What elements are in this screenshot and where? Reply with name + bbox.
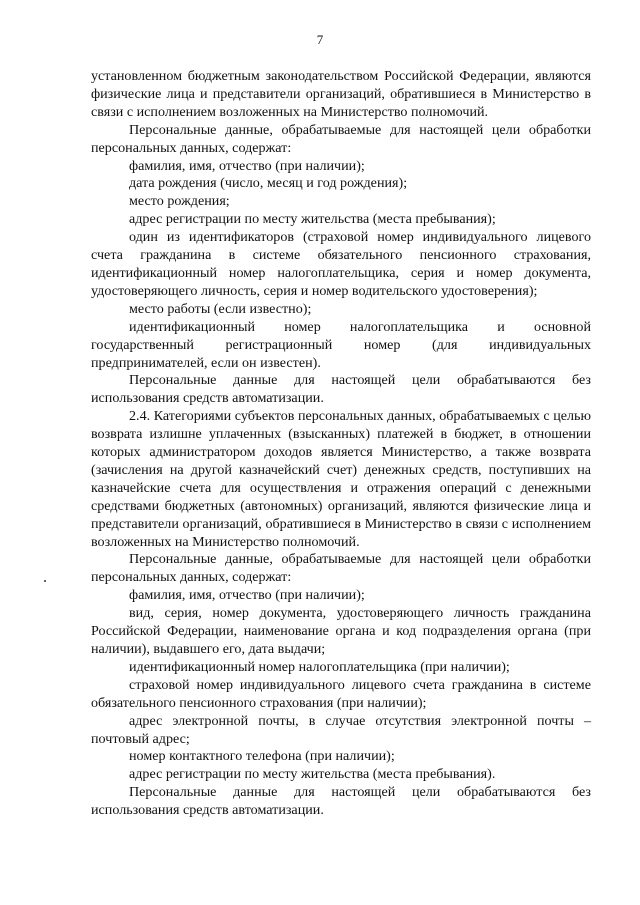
list-item-registration-address-2: адрес регистрации по месту жительства (места пребывания). (129, 766, 496, 783)
page-number: 7 (316, 32, 324, 47)
list-item-full-name-2: фамилия, имя, отчество (при наличии); (129, 587, 365, 604)
list-item-phone: номер контактного телефона (при наличии); (129, 748, 395, 765)
paragraph-processing-note-2: Персональные данные для настоящей цели обрабатываются без использования средств автоматизации. (91, 784, 591, 819)
list-item-full-name: фамилия, имя, отчество (при наличии); (129, 157, 365, 174)
section-2-4: 2.4. Категориями субъектов персональных данных, обрабатываемых с целью возврата излишне уплаченных (взысканных) платежей в бюджет, в отношении которых администратором доходов является Министерство, а также возврата (зачисления на другой казначейский счет) денежных средств, поступивших на казначейские счета для осуществления и отражения операций с денежными средствами бюджетных (автономных) организаций, являются физические лица и представители организаций, обратившиеся в Министерство в связи с исполнением возложенных на Министерство полномочий. (91, 408, 591, 550)
list-item-inn: идентификационный номер налогоплательщика (при наличии); (129, 658, 510, 675)
list-item-email: адрес электронной почты, в случае отсутствия электронной почты – почтовый адрес; (91, 712, 591, 747)
list-item-identity-document: вид, серия, номер документа, удостоверяющего личность гражданина Российской Федерации, наименование органа и код подразделения органа (при наличии), выдавшего его, дата выдачи; (91, 605, 591, 657)
list-item-birth-place: место рождения; (129, 193, 230, 210)
list-item-snils: страховой номер индивидуального лицевого счета гражданина в системе обязательного пенсионного страхования (при наличии); (91, 676, 591, 711)
list-item-inn-ogrnip: идентификационный номер налогоплательщика и основной государственный регистрационный номер (для индивидуальных предпринимателей, если он известен). (91, 318, 591, 371)
scan-speck (44, 580, 46, 582)
paragraph-processing-note: Персональные данные для настоящей цели обрабатываются без использования средств автоматизации. (91, 372, 591, 407)
list-item-registration-address: адрес регистрации по месту жительства (места пребывания); (129, 211, 496, 228)
document-body (91, 68, 591, 820)
list-item-birth-date: дата рождения (число, месяц и год рождения); (129, 175, 408, 192)
paragraph-1: установленном бюджетным законодательством Российской Федерации, являются физические лица и представители организаций, обратившиеся в Министерство в связи с исполнением возложенных на Министерство полномочий. (91, 68, 591, 120)
paragraph-2: Персональные данные, обрабатываемые для настоящей цели обработки персональных данных, содержат: (91, 121, 591, 156)
list-item-identifier: один из идентификаторов (страховой номер индивидуального лицевого счета гражданина в системе обязательного пенсионного страхования, идентификационный номер налогоплательщика, серия и номер документа, удостоверяющего личность, серия и номер водительского удостоверения); (91, 229, 591, 299)
paragraph-contents-intro: Персональные данные, обрабатываемые для настоящей цели обработки персональных данных, содержат: (91, 551, 591, 586)
list-item-workplace: место работы (если известно); (129, 300, 312, 317)
